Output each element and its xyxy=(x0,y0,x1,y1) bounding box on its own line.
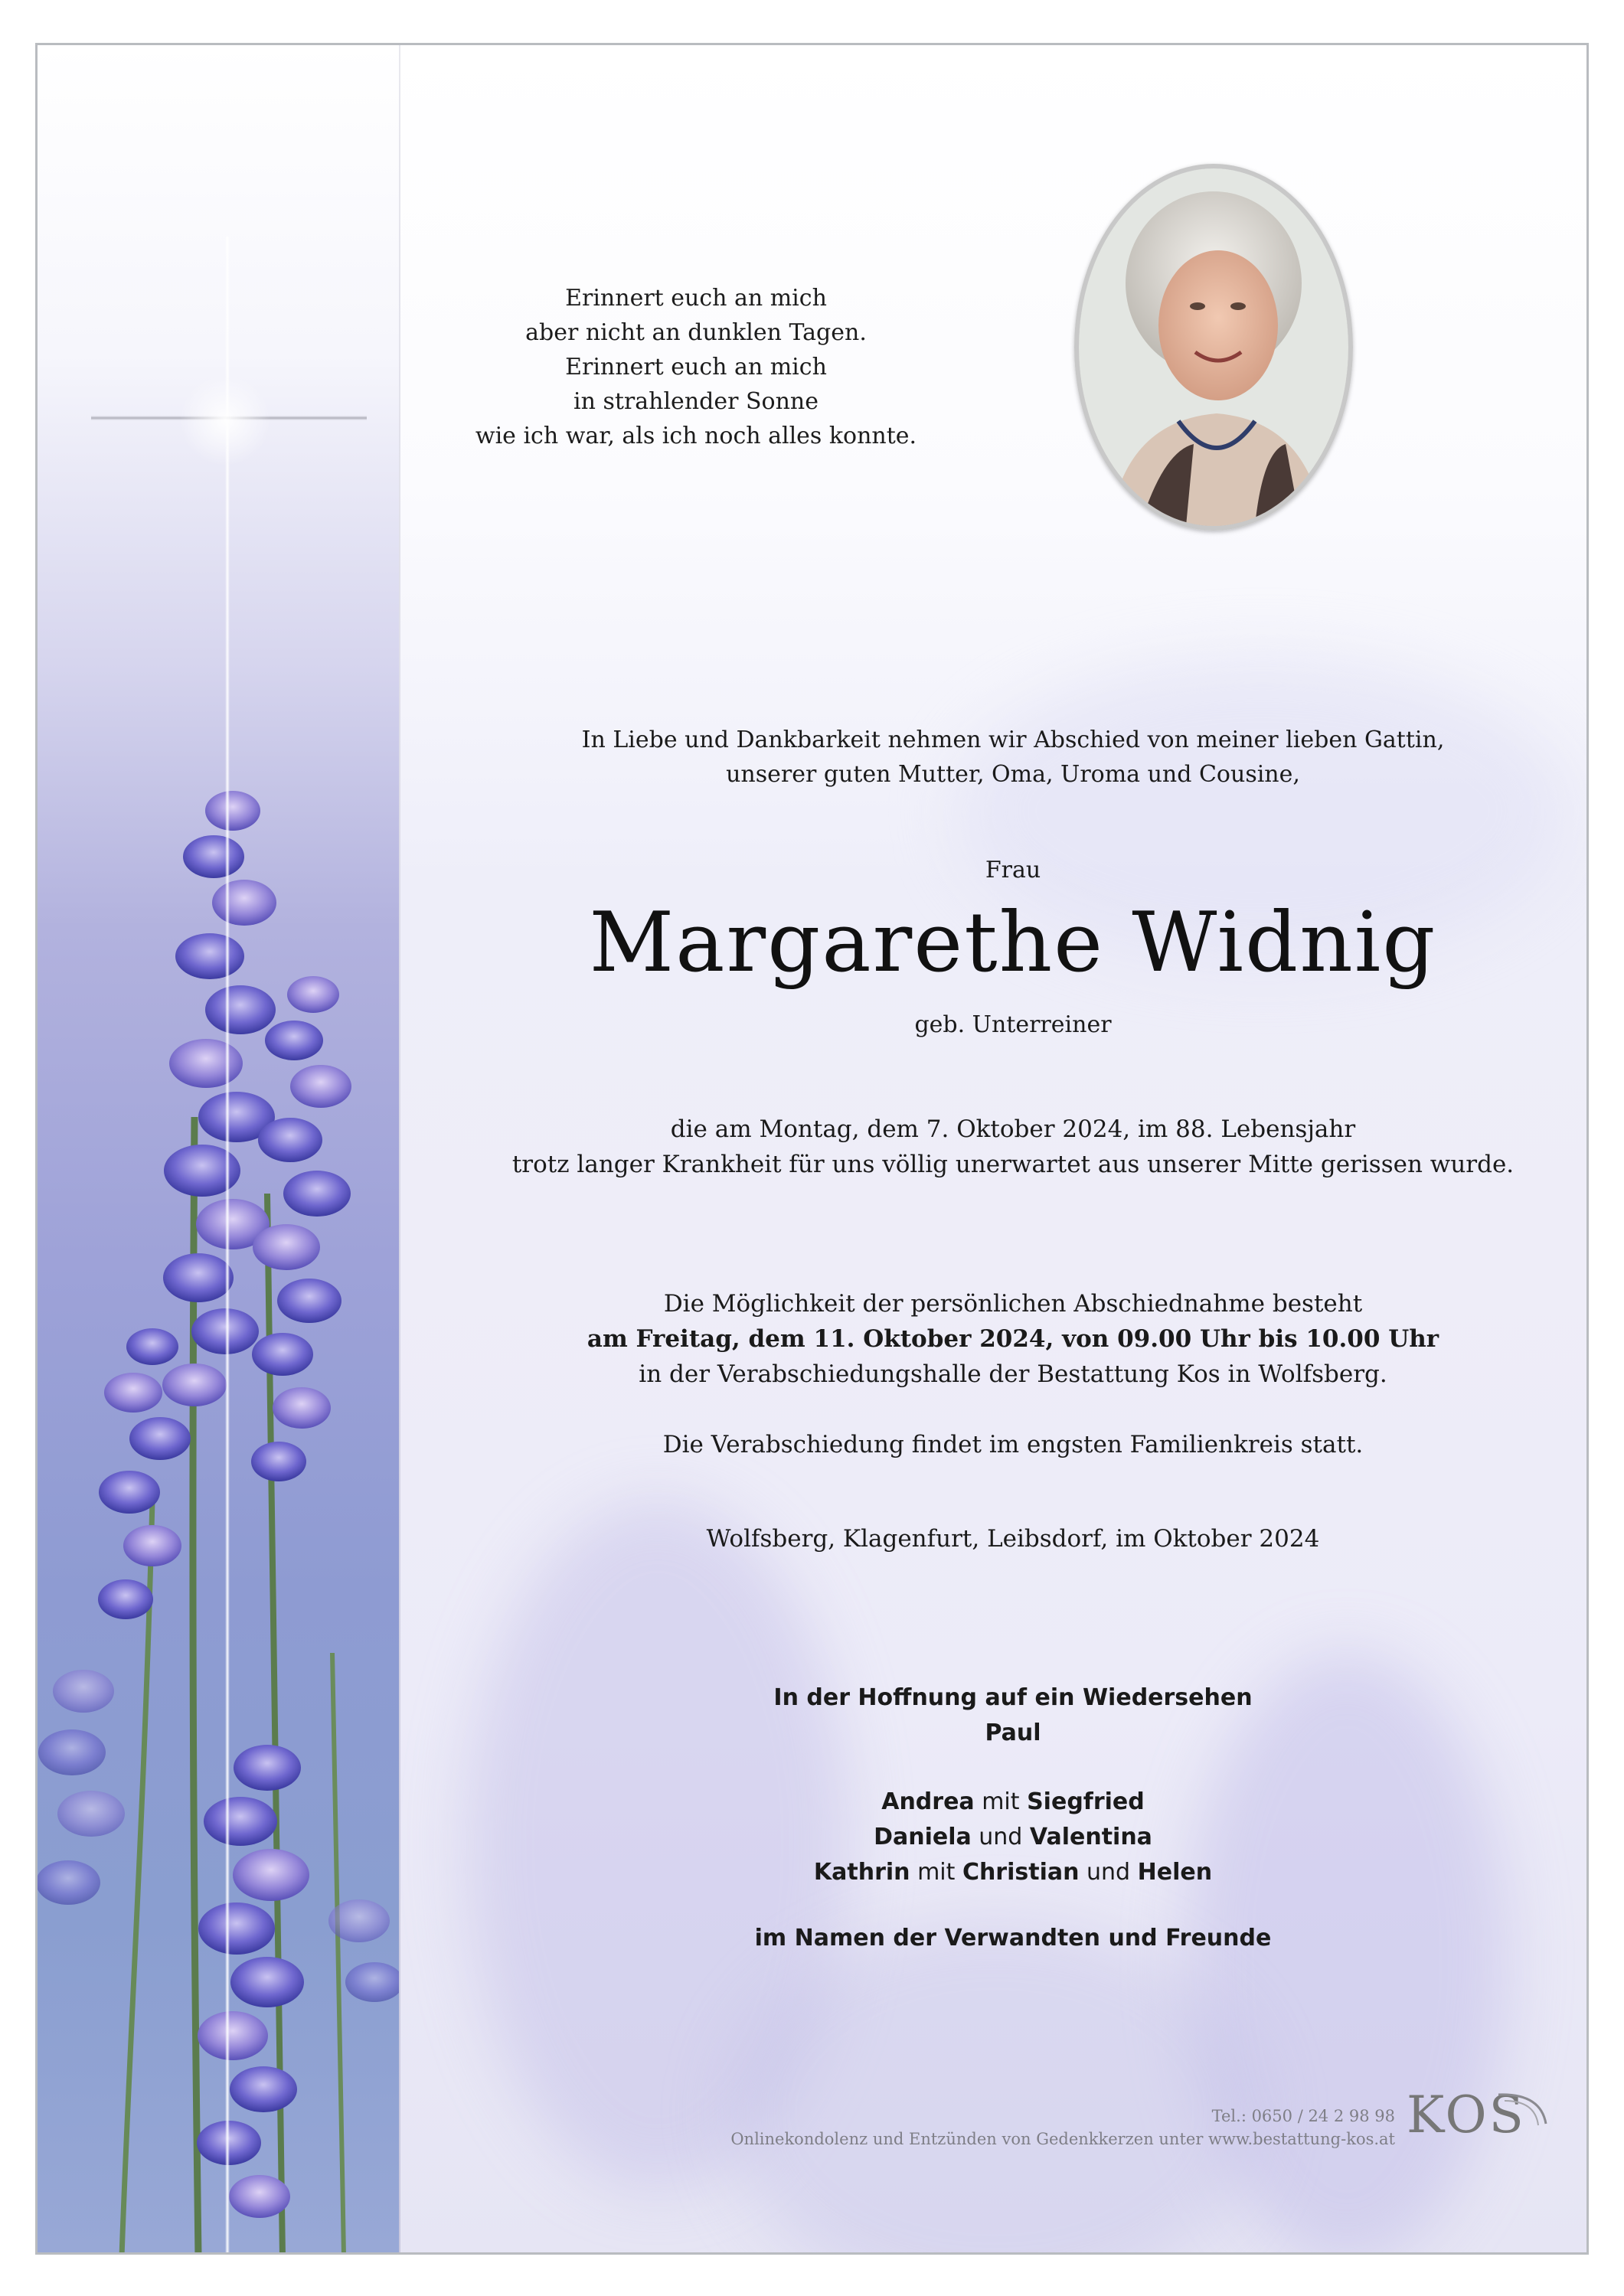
kos-logo xyxy=(1407,2085,1552,2147)
intro-line: unserer guten Mutter, Oma, Uroma und Cousine, xyxy=(726,761,1300,788)
poem-line: Erinnert euch an mich xyxy=(565,285,827,312)
lavender-spike xyxy=(162,791,276,1406)
intro-line: In Liebe und Dankbarkeit nehmen wir Abschied von meiner lieben Gattin, xyxy=(581,727,1445,753)
lavender-spike xyxy=(197,1745,309,2218)
death-line: trotz langer Krankheit für uns völlig unerwartet aus unserer Mitte gerissen wurde. xyxy=(511,1151,1515,1178)
signature-block xyxy=(400,1680,1589,1956)
viewing-location: in der Verabschiedungshalle der Bestattung Kos in Wolfsberg. xyxy=(639,1360,1387,1388)
death-notice xyxy=(400,1112,1589,1182)
ceremony-note: Die Verabschiedung findet im engsten Familienkreis statt. xyxy=(662,1431,1364,1458)
husband-name: Paul xyxy=(985,1720,1041,1746)
hope-line: In der Hoffnung auf ein Wiedersehen xyxy=(773,1684,1253,1711)
logo-swoosh-icon xyxy=(1407,2085,1552,2147)
poem-line: aber nicht an dunklen Tagen. xyxy=(525,319,867,346)
portrait-photo xyxy=(1074,164,1353,531)
poem xyxy=(466,281,926,453)
cross-glow xyxy=(179,374,271,466)
place-date: Wolfsberg, Klagenfurt, Leibsdorf, im Oktober 2024 xyxy=(706,1525,1320,1553)
relatives-line: im Namen der Verwandten und Freunde xyxy=(754,1925,1272,1951)
footer-phone: Tel.: 0650 / 24 2 98 98 xyxy=(1211,2107,1395,2125)
logo-text: KOS xyxy=(1407,2085,1526,2144)
obituary-card xyxy=(35,43,1589,2255)
family-line: Andrea mit Siegfried xyxy=(881,1788,1145,1815)
cross-vertical xyxy=(225,237,230,2252)
viewing-info xyxy=(400,1286,1589,1392)
family-line: Kathrin mit Christian und Helen xyxy=(813,1859,1213,1886)
salutation: Frau xyxy=(985,857,1041,883)
poem-line: in strahlender Sonne xyxy=(573,388,819,415)
lavender-spike xyxy=(251,976,351,1481)
death-line: die am Montag, dem 7. Oktober 2024, im 88. Lebensjahr xyxy=(670,1115,1356,1143)
viewing-line: Die Möglichkeit der persönlichen Abschiednahme besteht xyxy=(663,1290,1363,1318)
birth-name: geb. Unterreiner xyxy=(914,1011,1112,1038)
intro-text xyxy=(400,723,1589,792)
footer-contact xyxy=(730,2105,1395,2151)
family-line: Daniela und Valentina xyxy=(874,1824,1152,1850)
footer-online: Onlinekondolenz und Entzünden von Gedenkkerzen unter www.bestattung-kos.at xyxy=(730,2130,1395,2148)
poem-line: Erinnert euch an mich xyxy=(565,354,827,380)
poem-line: wie ich war, als ich noch alles konnte. xyxy=(475,423,917,449)
viewing-date: am Freitag, dem 11. Oktober 2024, von 09.00 Uhr bis 10.00 Uhr xyxy=(587,1325,1439,1353)
lavender-panel xyxy=(38,45,399,2252)
deceased-name: Margarethe Widnig xyxy=(589,895,1437,991)
